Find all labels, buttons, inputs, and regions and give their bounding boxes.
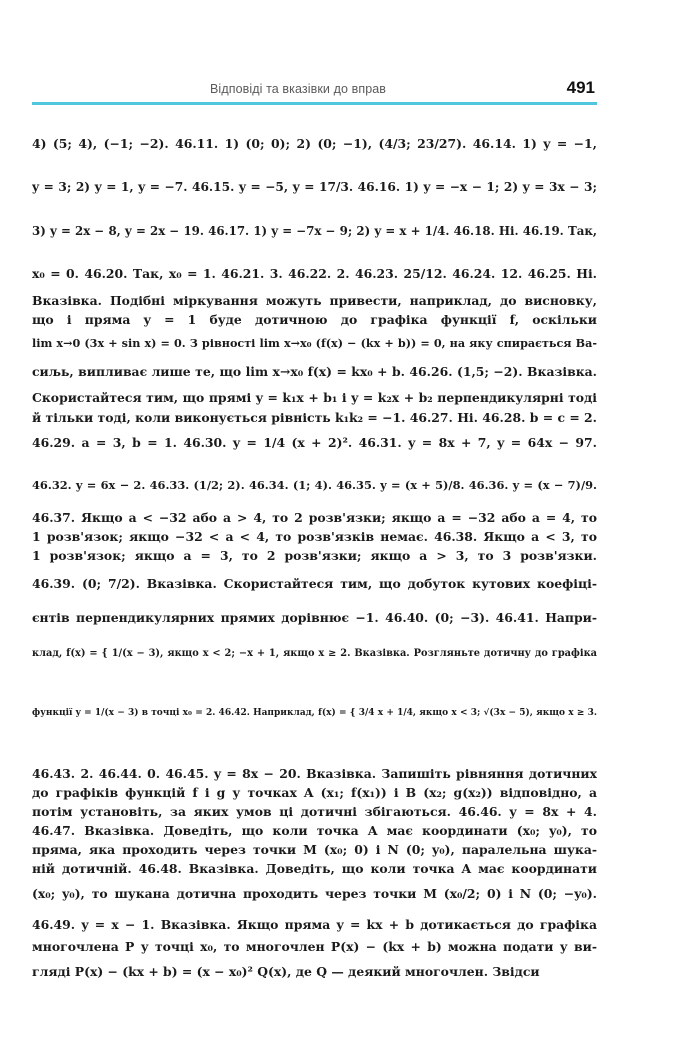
text-line: сиљь, випливає лише те, що lim x→x₀ f(x) = kx₀ + b. 46.26. (1,5; −2). Вказівка. (32, 364, 597, 379)
text-line: єнтів перпендикулярних прямих дорівнює −1. 46.40. (0; −3). 46.41. Напри- (32, 610, 597, 625)
page-header (32, 74, 597, 104)
text-line: 1 розв'язок; якщо a = 3, то 2 розв'язки; якщо a > 3, то 3 розв'язки. (32, 548, 597, 563)
text-line: 46.47. Вказівка. Доведіть, що коли точка A має координати (x₀; y₀), то (32, 823, 597, 838)
running-header-title: Відповіді та вказівки до вправ (210, 82, 387, 96)
text-line: lim x→0 (3x + sin x) = 0. З рівності lim x→x₀ (f(x) − (kx + b)) = 0, на яку спирається Ва- (32, 336, 597, 350)
text-line: ній дотичній. 46.48. Вказівка. Доведіть, що коли точка A має координати (32, 861, 597, 876)
text-line: y = 3; 2) y = 1, y = −7. 46.15. y = −5, y = 17/3. 46.16. 1) y = −x − 1; 2) y = 3x − 3; (32, 180, 597, 194)
text-line: й тільки тоді, коли виконується рівність k₁k₂ = −1. 46.27. Ні. 46.28. b = c = 2. (32, 410, 597, 425)
text-line: 46.29. a = 3, b = 1. 46.30. y = 1/4 (x + 2)². 46.31. y = 8x + 7, y = 64x − 97. (32, 435, 597, 450)
text-line: гляді P(x) − (kx + b) = (x − x₀)² Q(x), де Q — деякий многочлен. Звідси (32, 964, 540, 979)
text-line: 3) y = 2x − 8, y = 2x − 19. 46.17. 1) y = −7x − 9; 2) y = x + 1/4. 46.18. Ні. 46.19. Так, (32, 224, 597, 238)
text-line: функції y = 1/(x − 3) в точці x₀ = 2. 46.42. Наприклад, f(x) = { 3/4 x + 1/4, якщо x < 3; √(3x − 5), якщо x ≥ 3. (32, 708, 597, 718)
header-rule (32, 102, 597, 105)
text-line: 46.49. y = x − 1. Вказівка. Якщо пряма y = kx + b дотикається до графіка (32, 917, 597, 932)
text-line: клад, f(x) = { 1/(x − 3), якщо x < 2; −x + 1, якщо x ≥ 2. Вказівка. Розгляньте дотичну до графіка (32, 648, 597, 659)
text-line: (x₀; y₀), то шукана дотична проходить через точки M (x₀/2; 0) і N (0; −y₀). (32, 886, 597, 901)
text-line: 46.32. y = 6x − 2. 46.33. (1/2; 2). 46.34. (1; 4). 46.35. y = (x + 5)/8. 46.36. y = (x − 7)/9. (32, 478, 597, 492)
text-line: x₀ = 0. 46.20. Так, x₀ = 1. 46.21. 3. 46.22. 2. 46.23. 25/12. 46.24. 12. 46.25. Ні. (32, 266, 597, 281)
text-line: до графіків функцій f і g у точках A (x₁; f(x₁)) і B (x₂; g(x₂)) відповідно, а (32, 785, 597, 800)
text-line: що і пряма y = 1 буде дотичною до графіка функції f, оскільки (32, 312, 597, 327)
text-line: Скористайтеся тим, що прямі y = k₁x + b₁ і y = k₂x + b₂ перпендикулярні тоді (32, 390, 597, 405)
page-number: 491 (566, 78, 595, 97)
text-line: пряма, яка проходить через точки M (x₀; 0) і N (0; y₀), паралельна шука- (32, 842, 597, 857)
text-line: 46.37. Якщо a < −32 або a > 4, то 2 розв'язки; якщо a = −32 або a = 4, то (32, 510, 597, 525)
text-line: 1 розв'язок; якщо −32 < a < 4, то розв'язків немає. 46.38. Якщо a < 3, то (32, 529, 597, 544)
text-line: 46.39. (0; 7/2). Вказівка. Скористайтеся тим, що добуток кутових коефіці- (32, 576, 597, 591)
text-line: потім установіть, за яких умов ці дотичні збігаються. 46.46. y = 8x + 4. (32, 804, 597, 819)
text-line: 4) (5; 4), (−1; −2). 46.11. 1) (0; 0); 2) (0; −1), (4/3; 23/27). 46.14. 1) y = −1, (32, 136, 597, 151)
text-line: многочлена P у точці x₀, то многочлен P(x) − (kx + b) можна подати у ви- (32, 939, 597, 954)
text-line: Вказівка. Подібні міркування можуть привести, наприклад, до висновку, (32, 293, 597, 308)
text-line: 46.43. 2. 46.44. 0. 46.45. y = 8x − 20. Вказівка. Запишіть рівняння дотичних (32, 766, 597, 781)
answers-text-block (32, 124, 597, 994)
